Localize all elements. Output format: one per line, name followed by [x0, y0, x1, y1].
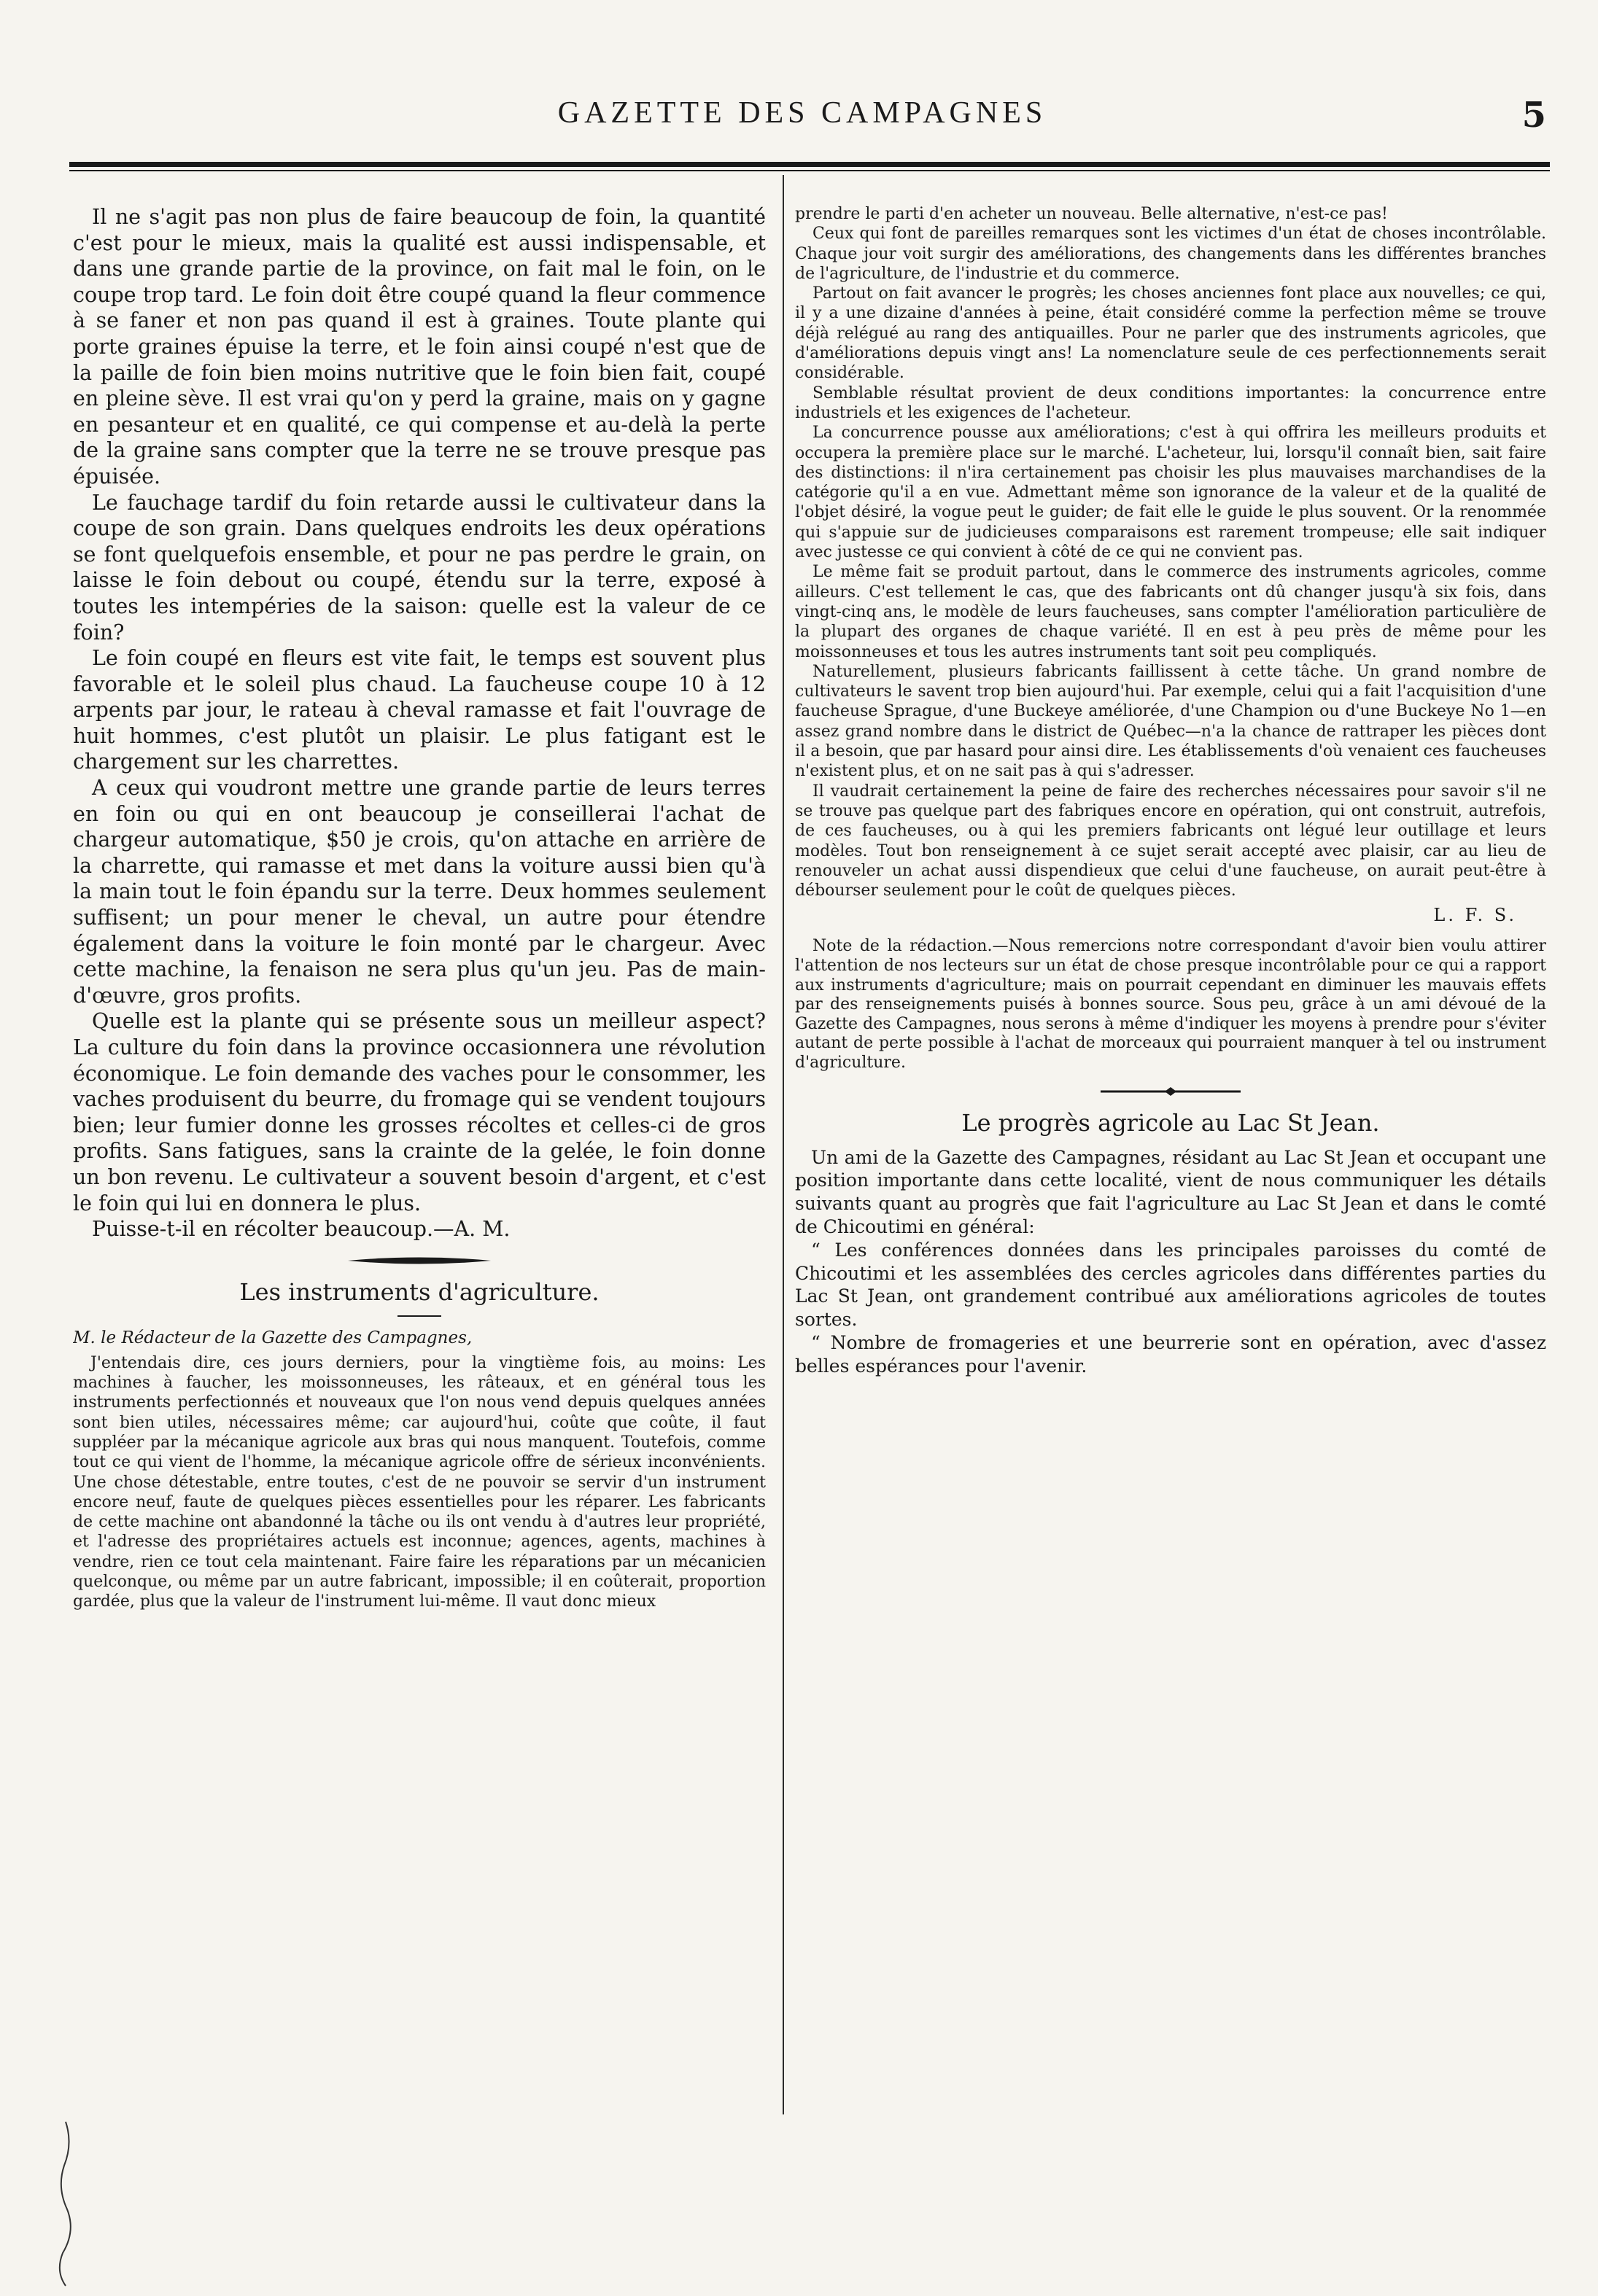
left-column	[73, 204, 766, 2114]
column-divider	[783, 175, 784, 2114]
page-number: 5	[1521, 95, 1546, 136]
article-paragraph: Le foin coupé en fleurs est vite fait, le temps est souvent plus favorable et le soleil plus chaud. La faucheuse coupe 10 à 12 arpents par jour, le rateau à cheval ramasse et fait l'ouvrage de huit hommes, c'est plutôt un plaisir. Le plus fatigant est le chargement sur les charrettes.	[73, 646, 766, 774]
letter-paragraph: Il vaudrait certainement la peine de faire des recherches nécessaires pour savoir s'il ne se trouve pas quelque part des fabriques encore en opération, qui ont construit, autrefois, de ces faucheuses, ou à qui les premiers fabricants ont légué leur outillage et leurs modèles. Tout bon renseignement à ce sujet serait accepté avec plaisir, car au lieu de renouveler un achat aussi dispendieux que celui d'une faucheuse, on aurait peut-être à débourser seulement pour le coût de quelques pièces.	[795, 782, 1546, 900]
letter-paragraph: Naturellement, plusieurs fabricants faillissent à cette tâche. Un grand nombre de cultivateurs le savent trop bien aujourd'hui. Par exemple, celui qui a fait l'acquisition d'une faucheuse Sprague, d'une Buckeye améliorée, d'une Champion ou d'une Buckeye No 1—en assez grand nombre dans le district de Québec—n'a la chance de rattraper les pièces dont il a besoin, que par hasard pour ainsi dire. Les établissements d'où venaient ces faucheuses n'existent plus, et on ne sait pas à qui s'adresser.	[795, 662, 1546, 781]
section-title-instruments: Les instruments d'agriculture.	[239, 1277, 600, 1306]
letter-paragraph: Partout on fait avancer le progrès; les choses anciennes font place aux nouvelles; ce qui, il y a une dizaine d'années à peine, était considéré comme la perfection même se trouve déjà relégué au rang des antiquailles. Pour ne parler que des instruments agricoles, que d'améliorations depuis vingt ans! La nomenclature seule de ces perfectionnements serait considérable.	[795, 284, 1546, 383]
header-rule-thick	[69, 162, 1550, 167]
margin-scribble	[51, 2114, 80, 2289]
letter-paragraph: prendre le parti d'en acheter un nouveau. Belle alternative, n'est-ce pas!	[795, 205, 1388, 223]
title-underline	[397, 1315, 441, 1317]
letter-salutation: M. le Rédacteur de la Gazette des Campagnes,	[73, 1328, 473, 1347]
article-paragraph: A ceux qui voudront mettre une grande partie de leurs terres en foin ou qui en ont beaucoup je conseillerai l'achat de chargeur automatique, $50 je crois, qu'on attache en arrière de la charrette, qui ramasse et met dans la voiture aussi bien qu'à la main tout le foin épandu sur la terre. Deux hommes seulement suffisent; un pour mener le cheval, un autre pour étendre également dans la voiture le foin monté par le chargeur. Avec cette machine, la fenaison ne sera plus qu'un jeu. Pas de main-d'œuvre, gros profits.	[73, 776, 766, 1008]
article-paragraph: Il ne s'agit pas non plus de faire beaucoup de foin, la quantité c'est pour le mieux, mais la qualité est aussi indispensable, et dans une grande partie de la province, on fait mal le foin, on le coupe trop tard. Le foin doit être coupé quand la fleur commence à se faner et non pas quand il est à graines. Toute plante qui porte graines épuise la terre, et le foin ainsi coupé n'est que de la paille de foin bien moins nutritive que le foin bien fait, coupé en pleine sève. Il est vrai qu'on y perd la graine, mais on y gagne en pesanteur et en qualité, ce qui compense et au-delà la perte de la graine sans compter que la terre ne se trouve presque pas épuisée.	[73, 205, 766, 489]
article-paragraph: Un ami de la Gazette des Campagnes, résidant au Lac St Jean et occupant une position importante dans cette localité, vient de nous communiquer les détails suivants quant au progrès que fait l'agriculture au Lac St Jean et dans le comté de Chicoutimi en général:	[795, 1146, 1546, 1237]
letter-paragraph: J'entendais dire, ces jours derniers, pour la vingtième fois, au moins: Les machines à faucher, les moissonneuses, les râteaux, et en général tous les instruments perfectionnés et nouveaux que l'on nous vend depuis quelques années sont bien utiles, nécessaires même; car aujourd'hui, coûte que coûte, il faut suppléer par la mécanique agricole aux bras qui nous manquent. Toutefois, comme tout ce qui vient de l'homme, la mécanique agricole offre de sérieux inconvénients. Une chose détestable, entre toutes, c'est de ne pouvoir se servir d'un instrument encore neuf, faute de quelques pièces essentielles pour les réparer. Les fabricants de cette machine ont abandonné la tâche ou ils ont vendu à d'autres leur propriété, et l'adresse des propriétaires actuels est inconnue; agences, agents, machines à vendre, rien ce tout cela maintenant. Faire faire les réparations par un mécanicien quelconque, ou même par un autre fabricant, impossible; il en coûterait, proportion gardée, plus que la valeur de l'instrument lui-même. Il vaut donc mieux	[73, 1353, 766, 1611]
section-divider-ornament	[346, 1256, 492, 1266]
section-title-lac-st-jean: Le progrès agricole au Lac St Jean.	[961, 1108, 1380, 1137]
newspaper-title: GAZETTE DES CAMPAGNES	[557, 96, 1047, 130]
section-divider-ornament	[1098, 1086, 1244, 1097]
letter-signature: L. F. S.	[1433, 905, 1517, 926]
letter-paragraph: La concurrence pousse aux améliorations; c'est à qui offrira les meilleurs produits et occupera la première place sur le marché. L'acheteur, lui, lorsqu'il connaît bien, sait faire des distinctions: il n'ira certainement pas choisir les plus mauvaises marchandises de la catégorie qu'il a en vue. Admettant même son ignorance de la valeur et de la qualité de l'objet désiré, la vogue peut le guider; de fait elle le guide le plus souvent. Or la renommée qui s'appuie sur de judicieuses comparaisons est rarement trompeuse; elle sait indiquer avec justesse ce qui convient à côté de ce qui ne convient pas.	[795, 424, 1546, 562]
letter-paragraph: Ceux qui font de pareilles remarques sont les victimes d'un état de choses incontrôlable. Chaque jour voit surgir des améliorations, des changements dans les différentes branches de l'agriculture, de l'industrie et du commerce.	[795, 225, 1546, 283]
header-rule-thin	[69, 170, 1550, 171]
article-paragraph: Le fauchage tardif du foin retarde aussi le cultivateur dans la coupe de son grain. Dans quelques endroits les deux opérations se font quelquefois ensemble, et pour ne pas perdre le grain, on laisse le foin debout ou coupé, étendu sur la terre, exposé à toutes les intempéries de la saison: quelle est la valeur de ce foin?	[73, 490, 766, 645]
article-paragraph: “ Nombre de fromageries et une beurrerie sont en opération, avec d'assez belles espérances pour l'avenir.	[795, 1331, 1546, 1377]
article-signoff: Puisse-t-il en récolter beaucoup.—A. M.	[92, 1217, 511, 1242]
article-paragraph: “ Les conférences données dans les principales paroisses du comté de Chicoutimi et les assemblées des cercles agricoles dans différentes parties du Lac St Jean, ont grandement contribué aux améliorations agricoles de toutes sortes.	[795, 1239, 1546, 1331]
editor-note: Note de la rédaction.—Nous remercions notre correspondant d'avoir bien voulu attirer l'attention de nos lecteurs sur un état de chose presque incontrôlable pour ce qui a rapport aux instruments d'agriculture; mais on pourrait cependant en diminuer les mauvais effets par des renseignements puisés à bonnes source. Sous peu, grâce à un ami dévoué de la Gazette des Campagnes, nous serons à même d'indiquer les moyens à prendre pour s'éviter autant de perte possible à l'achat de morceaux qui pourraient manquer à tel ou instrument d'agriculture.	[795, 937, 1546, 1072]
right-column	[795, 204, 1546, 2114]
letter-paragraph: Le même fait se produit partout, dans le commerce des instruments agricoles, comme ailleurs. C'est tellement le cas, que des fabricants ont dû changer jusqu'à six fois, dans vingt-cinq ans, le modèle de leurs faucheuses, sans compter l'amélioration particulière de la plupart des organes de chaque variété. Il en est à peu près de même pour les moissonneuses et tous les autres instruments tant soit peu compliqués.	[795, 563, 1546, 661]
letter-paragraph: Semblable résultat provient de deux conditions importantes: la concurrence entre industriels et les exigences de l'acheteur.	[795, 384, 1546, 422]
article-paragraph: Quelle est la plante qui se présente sous un meilleur aspect? La culture du foin dans la province occasionnera une révolution économique. Le foin demande des vaches pour le consommer, les vaches produisent du beurre, du fromage qui se vendent toujours bien; leur fumier donne les grosses récoltes et celles-ci de gros profits. Sans fatigues, sans la crainte de la gelée, le foin donne un bon revenu. Le cultivateur a souvent besoin d'argent, et c'est le foin qui lui en donnera le plus.	[73, 1009, 766, 1215]
page-header	[58, 87, 1546, 139]
